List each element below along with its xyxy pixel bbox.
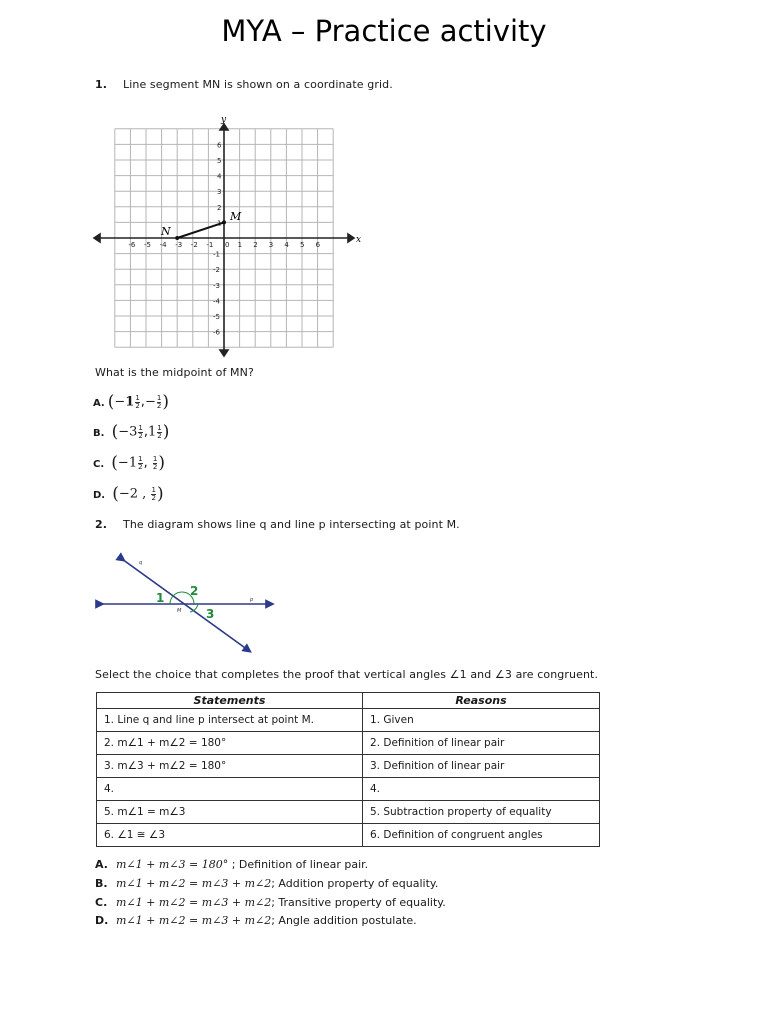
x-tick-label: 5 xyxy=(300,241,305,249)
page-title: MYA – Practice activity xyxy=(221,14,547,48)
question-text: Line segment MN is shown on a coordinate grid. xyxy=(123,78,393,91)
reason-cell: 2. Definition of linear pair xyxy=(363,732,600,755)
denominator: 2 xyxy=(152,462,158,471)
denominator: 2 xyxy=(151,493,156,502)
choice-c[interactable] xyxy=(95,896,446,909)
x-tick-label: -3 xyxy=(175,241,183,249)
whole-part: 1 xyxy=(148,424,157,440)
x-tick-label: -1 xyxy=(206,241,214,249)
option-d[interactable]: D. (−2 , $\frac{1}{2}$ ) xyxy=(93,484,164,504)
choice-a[interactable] xyxy=(95,858,368,871)
denominator: 2 xyxy=(157,431,162,440)
reason-cell: 4. xyxy=(363,778,600,801)
choice-letter: D. xyxy=(95,914,109,927)
choice-letter: C. xyxy=(95,896,108,909)
sign: − xyxy=(118,424,130,440)
point-m xyxy=(222,220,226,224)
point-n-label: N xyxy=(161,225,171,238)
statement-cell: 6. ∠1 ≅ ∠3 xyxy=(97,824,363,847)
sign: − xyxy=(144,394,156,410)
whole-part: 1 xyxy=(128,455,138,471)
choice-reason: ; Angle addition postulate. xyxy=(271,914,417,927)
option-letter: D. xyxy=(93,489,106,501)
statement-cell: 4. xyxy=(97,778,363,801)
y-tick-label: 4 xyxy=(217,172,222,181)
x-axis-label: x xyxy=(356,235,362,245)
question-2-prompt xyxy=(95,668,598,681)
denominator: 2 xyxy=(156,401,162,410)
table-row xyxy=(97,755,600,778)
angle-2-label: 2 xyxy=(190,584,199,598)
statement-cell: 1. Line q and line p intersect at point M. xyxy=(97,709,363,732)
statement-cell: 5. m∠1 = m∠3 xyxy=(97,801,363,824)
choice-reason: ; Transitive property of equality. xyxy=(271,896,446,909)
option-b[interactable]: B. (−3 $\frac{1}{2}$ ,1 $\frac{1}{2}$ ) xyxy=(93,422,170,442)
table-row xyxy=(97,709,600,732)
y-tick-label: -6 xyxy=(213,328,220,337)
x-tick-label: 0 xyxy=(225,241,230,249)
numerator: 1 xyxy=(138,454,143,463)
denominator: 2 xyxy=(138,462,143,471)
numerator: 1 xyxy=(135,393,140,402)
segment-mn xyxy=(177,222,224,238)
choice-equation: m∠1 + m∠2 = m∠3 + m∠2 xyxy=(116,896,272,909)
numerator: 1 xyxy=(152,454,158,463)
y-axis-label: y xyxy=(221,115,227,125)
y-tick-label: -3 xyxy=(213,281,220,290)
question-1 xyxy=(95,78,393,91)
intersecting-lines-diagram xyxy=(94,552,279,657)
x-tick-label: -6 xyxy=(128,241,136,249)
choice-equation: m∠1 + m∠2 = m∠3 + m∠2 xyxy=(116,914,272,927)
reason-cell: 3. Definition of linear pair xyxy=(363,755,600,778)
reason-cell: 5. Subtraction property of equality xyxy=(363,801,600,824)
numerator: 1 xyxy=(138,423,143,432)
point-n xyxy=(175,236,179,240)
point-m-label: M xyxy=(230,210,242,223)
proof-table xyxy=(96,692,600,847)
angle-1-label: 1 xyxy=(156,591,165,605)
numerator: 1 xyxy=(157,423,162,432)
statement-cell: 3. m∠3 + m∠2 = 180° xyxy=(97,755,363,778)
y-tick-label: 5 xyxy=(217,157,222,165)
table-row xyxy=(97,824,600,847)
line-p-label: p xyxy=(250,597,254,603)
whole-part: 1 xyxy=(125,394,135,410)
whole-part: 3 xyxy=(129,424,138,440)
reason-cell: 1. Given xyxy=(363,709,600,732)
proof-prompt: Select the choice that completes the proof that vertical angles ∠1 and ∠3 are congruent. xyxy=(95,668,599,681)
y-tick-label: 3 xyxy=(217,188,222,197)
choice-b[interactable] xyxy=(95,877,438,890)
denominator: 2 xyxy=(138,431,143,440)
sign: − xyxy=(114,394,126,410)
y-tick-label: -4 xyxy=(213,297,220,306)
x-tick-label: 6 xyxy=(315,241,321,249)
choice-letter: B. xyxy=(95,877,108,890)
line-q-label: q xyxy=(139,560,143,566)
choice-reason: ; Addition property of equality. xyxy=(271,877,439,890)
option-letter: C. xyxy=(93,458,105,470)
question-text: The diagram shows line q and line p intersecting at point M. xyxy=(123,518,460,531)
axis-arrow xyxy=(348,234,354,242)
choice-equation: m∠1 + m∠3 = 180° xyxy=(116,858,229,871)
choice-letter: A. xyxy=(95,858,108,871)
table-row xyxy=(97,732,600,755)
y-tick-label: -1 xyxy=(213,250,220,259)
statements-header: Statements xyxy=(97,693,363,709)
x-tick-label: 1 xyxy=(237,241,243,249)
question-number: 1. xyxy=(95,78,108,91)
x-tick-label: 4 xyxy=(284,241,289,249)
choice-d[interactable] xyxy=(95,914,417,927)
y-tick-label: 6 xyxy=(217,141,222,150)
x-tick-label: -2 xyxy=(190,241,198,249)
table-row xyxy=(97,778,600,801)
x-tick-label: -4 xyxy=(159,241,167,249)
y-tick-label: -2 xyxy=(213,266,220,275)
option-value: −2 , xyxy=(118,486,147,502)
x-tick-label: -5 xyxy=(144,241,151,249)
angle-3-label: 3 xyxy=(206,607,215,621)
x-tick-label: 2 xyxy=(253,241,258,249)
question-1-prompt xyxy=(95,366,254,379)
x-tick-label: 3 xyxy=(268,241,274,249)
table-header-row xyxy=(97,693,600,709)
option-a[interactable]: A. (−1 $\frac{1}{2}$ ,− $\frac{1}{2}$ ) xyxy=(93,392,169,412)
axis-arrow xyxy=(94,234,100,242)
question-2 xyxy=(95,518,460,531)
numerator: 1 xyxy=(151,485,156,494)
sign: − xyxy=(117,455,129,471)
coordinate-grid xyxy=(90,112,370,362)
reasons-header: Reasons xyxy=(363,693,600,709)
point-m-label: M xyxy=(177,608,182,614)
statement-cell: 2. m∠1 + m∠2 = 180° xyxy=(97,732,363,755)
option-letter: B. xyxy=(93,427,105,439)
question-number: 2. xyxy=(95,518,108,531)
axis-arrow xyxy=(220,350,228,356)
numerator: 1 xyxy=(156,393,162,402)
choice-reason: ; Definition of linear pair. xyxy=(228,858,369,871)
denominator: 2 xyxy=(135,401,140,410)
option-c[interactable]: C. (−1 $\frac{1}{2}$ , $\frac{1}{2}$ ) xyxy=(93,453,165,473)
choice-equation: m∠1 + m∠2 = m∠3 + m∠2 xyxy=(116,877,272,890)
reason-cell: 6. Definition of congruent angles xyxy=(363,824,600,847)
y-tick-label: 2 xyxy=(217,203,222,212)
y-tick-label: -5 xyxy=(213,313,220,321)
option-letter: A. xyxy=(93,397,105,409)
midpoint-prompt: What is the midpoint of MN? xyxy=(95,366,254,379)
table-row xyxy=(97,801,600,824)
